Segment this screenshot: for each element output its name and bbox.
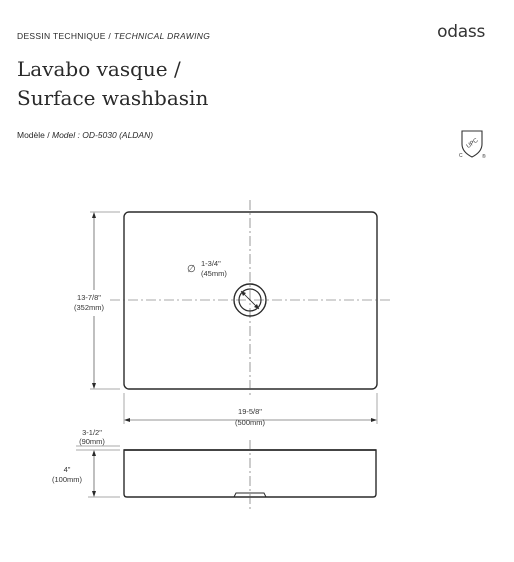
height-dim-imperial: 4" (63, 465, 71, 474)
upc-mark-left: C (459, 153, 463, 159)
depth-dim-metric: (352mm) (73, 303, 105, 312)
title-line-fr: Lavabo vasque / (17, 57, 181, 81)
drain-dim-imperial: 1-3/4" (201, 259, 221, 268)
drain-dim-metric: (45mm) (201, 269, 227, 278)
width-dim-imperial: 19-5/8" (238, 407, 262, 416)
brand-logo: odass (437, 22, 485, 42)
upc-mark-text: UPC (465, 137, 480, 150)
top-view (74, 200, 390, 427)
depth-dim-imperial: 13-7/8" (77, 293, 101, 302)
title-line-en: Surface washbasin (17, 86, 209, 110)
depth-arrow-bottom (92, 383, 96, 389)
model-prefix: Modèle / (17, 130, 50, 140)
width-dim-metric: (500mm) (234, 418, 266, 427)
depth-arrow-top (92, 212, 96, 218)
height-arrow-bottom (92, 491, 96, 497)
model-name: Model : OD-5030 (ALDAN) (51, 130, 154, 140)
drawing-type-en: TECHNICAL DRAWING (113, 31, 211, 41)
height-arrow-top (92, 450, 96, 456)
height-dim-metric: (100mm) (51, 475, 83, 484)
drawing-type-fr: DESSIN TECHNIQUE / (17, 31, 112, 41)
offset-dim-metric: (90mm) (79, 437, 105, 446)
offset-dim-imperial: 3-1/2" (82, 428, 102, 437)
diameter-symbol: ∅ (187, 264, 196, 275)
side-view (52, 428, 376, 512)
upc-mark-right: ® (482, 154, 486, 160)
width-arrow-right (371, 418, 377, 422)
width-arrow-left (124, 418, 130, 422)
